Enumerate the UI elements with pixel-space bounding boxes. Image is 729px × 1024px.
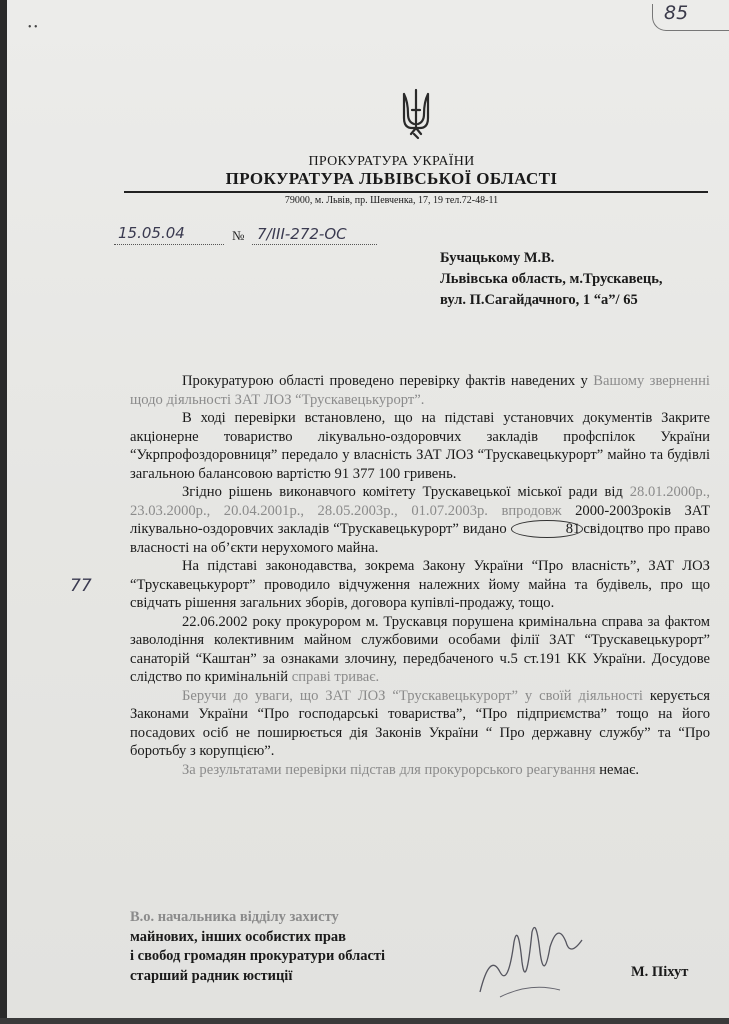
paragraph-2: В ході перевірки встановлено, що на підставі установчих документів Закрите акціонерне товариство лікувально-оздоровчих закладів профспілок України “Укрпрофоздоровниця” передало у власність ЗАТ ЛОЗ “Трускавецькурорт” майно та будівлі загальною балансовою вартістю 91 377 100 гривень. [130,410,710,482]
trident-emblem-icon [398,88,434,140]
addressee-street: вул. П.Сагайдачного, 1 “а”/ 65 [440,292,638,308]
addressee-region: Львівська область, м.Трускавець, [440,271,663,287]
issuer-address: 79000, м. Львів, пр. Шевченка, 17, 19 тел.72-48-11 [284,195,499,206]
paragraph-3: Згідно рішень виконавчого комітету Трускавецької міської ради від 28.01.2000р., 23.03.2000р., 20.04.2001р., 28.05.2003р., 01.07.2003р. впродовж 2000-2003років ЗАТ лікувально-оздоровчих закладів “Трускавецькурорт” видано 81 свідоцтво про право власності на об’єкти нерухомого майна. [130,484,710,556]
handwritten-signature [470,912,600,1002]
paragraph-6: Беручи до уваги, що ЗАТ ЛОЗ “Трускавецькурорт” у своїй діяльності керується Законами України “Про господарські товариства”, “Про підприємства” тощо на його посадових осіб не поширюється дія Законів України “ Про державну службу” та “Про боротьбу з корупцією”. [130,687,710,759]
number-underline [252,244,377,245]
circled-count: 81 [511,520,584,538]
margin-note: 77 [70,576,92,596]
page-number: 85 [664,2,689,24]
signatory-line-1: В.о. начальника відділу захисту [130,909,339,925]
document-date: 15.05.04 [118,224,185,242]
paragraph-4: На підставі законодавства, зокрема Закону України “Про власність”, ЗАТ ЛОЗ “Трускавецькурорт” проводило відчуження належних йому майна та будівель, про що свідчать рішення загальних зборів, договора купівлі-продажу, тощо. [130,558,710,611]
addressee-name: Бучацькому М.В. [440,250,555,266]
signatory-line-2: майнових, інших особистих прав [130,928,346,945]
addressee-block [440,248,662,311]
header-rule [124,191,708,193]
signatory-name: М. Піхут [631,964,689,980]
issuer-line-2: ПРОКУРАТУРА ЛЬВІВСЬКОЇ ОБЛАСТІ [225,169,558,188]
paragraph-1: Прокуратурою області проведено перевірку фактів наведених у Вашому зверненні щодо діяльності ЗАТ ЛОЗ “Трускавецькурорт”. [130,373,710,408]
signatory-line-3: і свобод громадян прокуратури області [130,948,386,964]
scan-bottom-edge [0,1018,729,1024]
letter-body [130,372,710,779]
scan-specks: • • [28,22,38,33]
paragraph-7: За результатами перевірки підстав для прокурорського реагування немає. [182,761,640,778]
date-underline [114,244,224,245]
number-sign: № [232,228,245,243]
paragraph-5: 22.06.2002 року прокурором м. Трускавця порушена кримінальна справа за фактом заволодіння колективним майном службовими особами філії ЗАТ “Трускавецькурорт” санаторій “Каштан” за ознаками злочину, передбаченого ч.5 ст.191 КК України. Досудове слідство по кримінальній справі триває. [130,613,710,685]
issuer-line-1: ПРОКУРАТУРА УКРАЇНИ [308,154,475,169]
signatory-line-4: старший радник юстиції [130,967,293,984]
document-number: 7/ІІІ-272-ОС [257,225,347,243]
signatory-title [130,908,385,986]
